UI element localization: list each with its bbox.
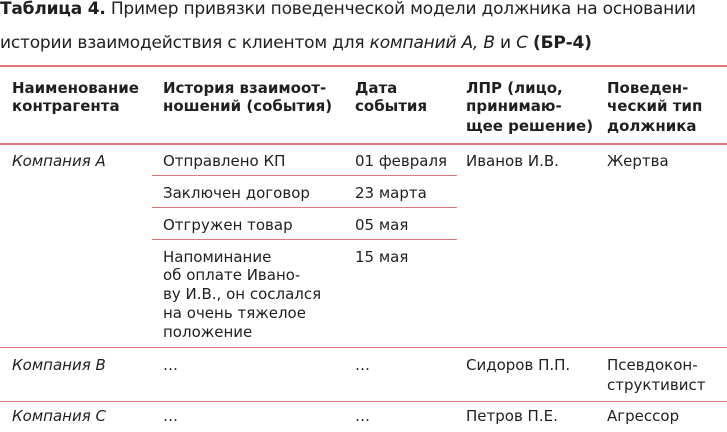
header-text: принимаю- <box>466 97 562 115</box>
header-text: ЛПР (лицо, <box>466 79 563 97</box>
caption-and: и <box>500 33 511 53</box>
lpr-name: Петров П.Е. <box>466 407 558 425</box>
event-text: об оплате Ивано- <box>163 266 301 284</box>
company-name: Компания В <box>12 356 106 374</box>
company-name: Компания А <box>12 152 106 170</box>
event-text: Напоминание <box>163 248 272 266</box>
caption-source: (БР-4) <box>533 33 592 53</box>
event-date: 05 мая <box>355 216 409 234</box>
header-text: Поведен- <box>607 79 689 97</box>
header-text: Дата <box>355 79 398 97</box>
header-text: щее решение) <box>466 117 594 135</box>
caption-label: Таблица 4. <box>0 0 106 19</box>
event-text: ву И.В., он сослался <box>163 285 322 303</box>
header-text: контрагента <box>12 97 120 115</box>
table-top-rule <box>0 65 727 67</box>
event-date: 15 мая <box>355 248 409 266</box>
company-name: Компания С <box>12 407 106 425</box>
header-text: события <box>355 97 428 115</box>
debtor-type: Псевдокон- <box>607 356 698 374</box>
event-divider <box>152 239 457 240</box>
event-date: … <box>355 407 370 425</box>
event-text: на очень тяжелое <box>163 304 306 322</box>
header-text: Наименование <box>12 79 139 97</box>
header-text: ческий тип <box>607 97 703 115</box>
event-date: … <box>355 356 370 374</box>
event-text: положение <box>163 323 253 341</box>
event-divider <box>152 175 457 176</box>
event-text: Отправлено КП <box>163 152 286 170</box>
event-text: … <box>163 356 178 374</box>
event-date: 01 февраля <box>355 152 448 170</box>
event-text: Отгружен товар <box>163 216 293 234</box>
event-date: 23 марта <box>355 184 427 202</box>
caption-text-line2: истории взаимодействия с клиентом для <box>0 33 365 53</box>
event-text: Заключен договор <box>163 184 310 202</box>
caption-company-c: С <box>516 33 528 53</box>
event-text: … <box>163 407 178 425</box>
event-divider <box>152 207 457 208</box>
debtor-type: Жертва <box>607 152 669 170</box>
header-text: ношений (события) <box>163 97 333 115</box>
row-divider <box>0 401 727 402</box>
debtor-type: Агрессор <box>607 407 680 425</box>
caption-companies: компаний А, В <box>369 33 495 53</box>
debtor-type: структивист <box>607 376 706 394</box>
lpr-name: Сидоров П.П. <box>466 356 571 374</box>
row-divider <box>0 347 727 348</box>
caption-text-line1: Пример привязки поведенческой модели должника на основании <box>110 0 696 19</box>
header-bottom-rule <box>0 143 727 145</box>
lpr-name: Иванов И.В. <box>466 152 559 170</box>
header-text: История взаимоот- <box>163 79 327 97</box>
header-text: должника <box>607 117 697 135</box>
